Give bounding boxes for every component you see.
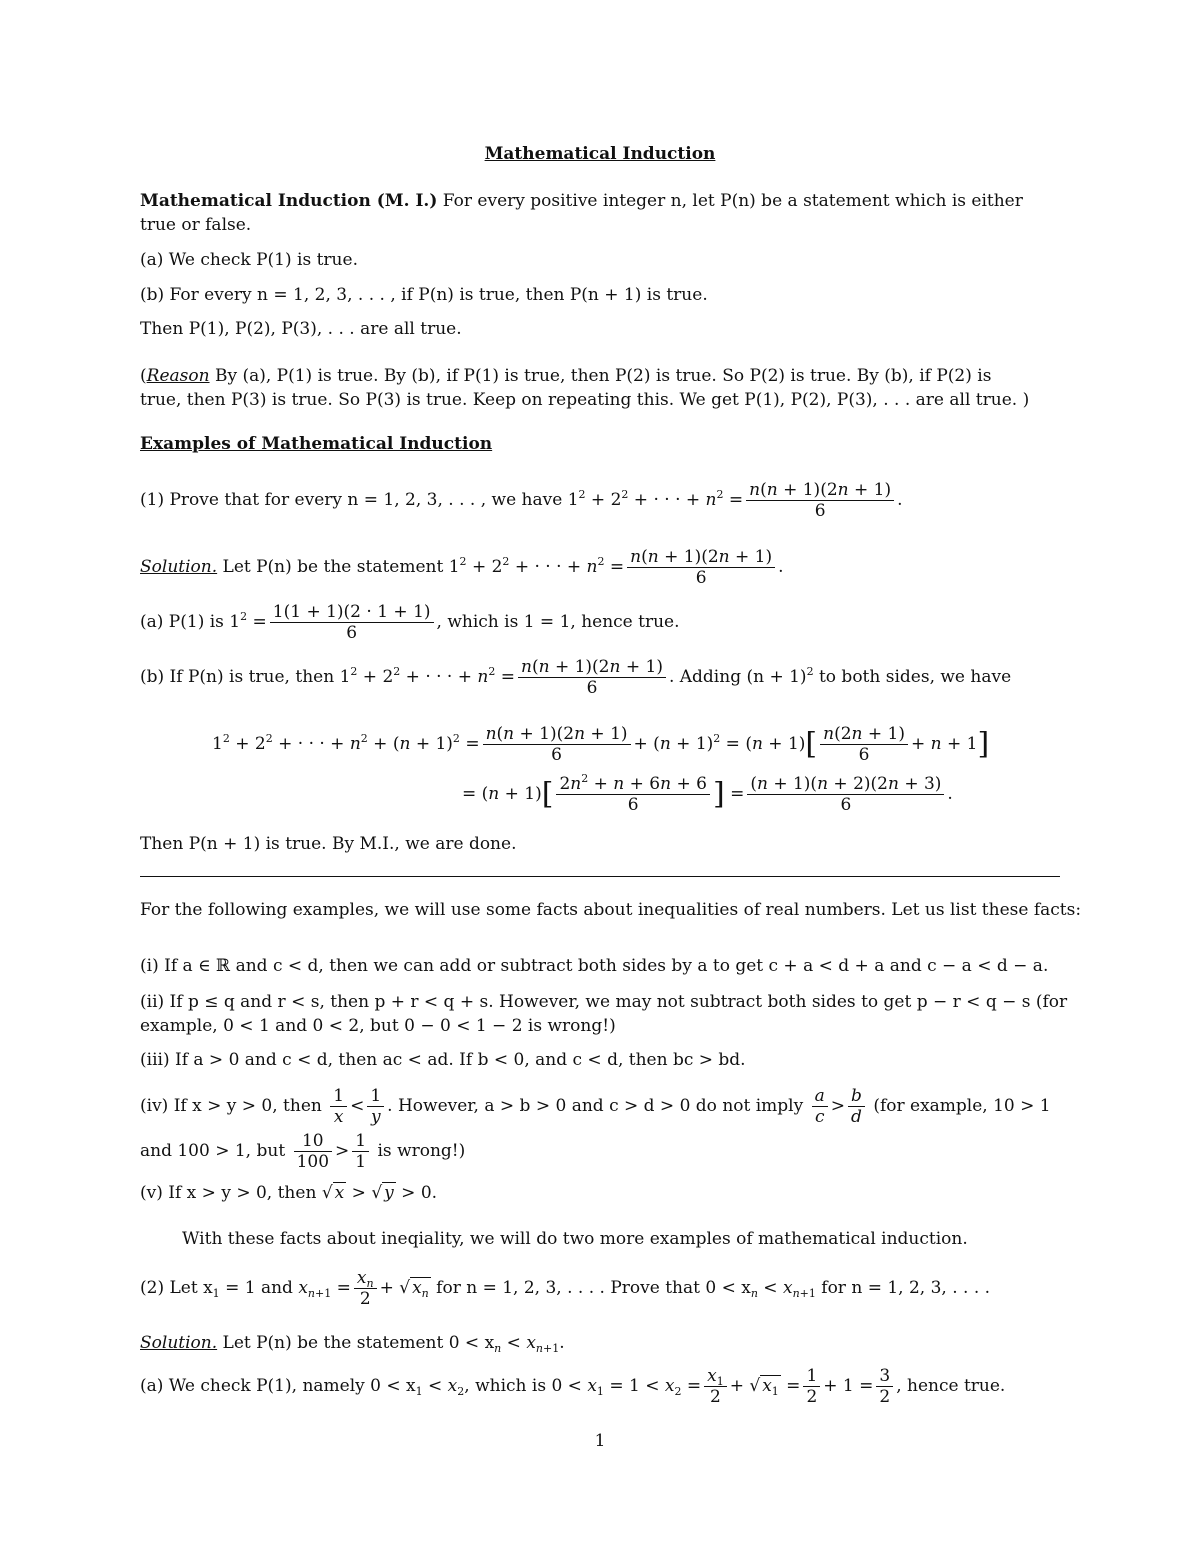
- ex1-a-fraction: $\frac{1(1 + 1)(2 \cdot 1 + 1)}{6}$: [270, 602, 434, 643]
- fact-i: (i) If a ∈ ℝ and c < d, then we can add or subtract both sides by a to get c + a < d + a and c − a < d − a.: [140, 956, 1049, 976]
- mi-label: Mathematical Induction (M. I.): [140, 191, 438, 211]
- mi-definition-line1: [140, 190, 1023, 212]
- fact-ii-line1: (ii) If p ≤ q and r < s, then p + r < q + s. However, we may not subtract both sides to get p − r < q − s (for: [140, 992, 1068, 1012]
- ex1-statement: (1) Prove that for every n = 1, 2, 3, . . . , we have $1^2 + 2^2$ + · · · + $n^2$ = $\frac{n(n + 1)(2n + 1)}{6}$ .: [140, 480, 903, 521]
- solution-fraction: $\frac{n(n + 1)(2n + 1)}{6}$: [627, 547, 775, 588]
- fact-v-text-b: > 0.: [401, 1183, 438, 1203]
- horizontal-divider: [140, 876, 1060, 877]
- ex2-prefix: (2) Let x: [140, 1278, 213, 1298]
- ex1-b-suffix: . Adding (n + 1): [668, 667, 807, 687]
- mi-step-b: (b) For every n = 1, 2, 3, . . . , if P(n) is true, then P(n + 1) is true.: [140, 285, 708, 305]
- page-number: 1: [594, 1431, 606, 1451]
- ex2-solution: Solution. Let P(n) be the statement $0 < x_n < x_{n+1}$.: [140, 1333, 565, 1355]
- ex1-sum-formula: $1^2 + 2^2$ + · · · + $n^2$ =: [567, 488, 744, 510]
- fact-v-text-a: (v) If x > y > 0, then: [140, 1183, 317, 1203]
- facts-intro: For the following examples, we will use some facts about inequalities of real numbers. Let us list these facts:: [140, 900, 1082, 920]
- fact-iv-text-d: and 100 > 1, but: [140, 1141, 286, 1161]
- ex2-statement: (2) Let $x_1 = 1$ and $x_{n+1}$ = $\frac{x_n}{2}$ + √ $x_n$ for n = 1, 2, 3, . . . . Prove that $0 < x_n < x_{n+1}$ for n = 1, 2, 3, . . . .: [140, 1268, 991, 1309]
- fact-iv-text-b: . However, a > b > 0 and c > d > 0 do not imply: [387, 1096, 804, 1116]
- reason-text: By (a), P(1) is true. By (b), if P(1) is true, then P(2) is true. So P(2) is true. By (b), if P(2) is: [209, 366, 992, 386]
- transition-paragraph: With these facts about ineqiality, we will do two more examples of mathematical induction.: [182, 1229, 968, 1249]
- ex1-step-a: [140, 600, 680, 644]
- reason-line2: true, then P(3) is true. So P(3) is true. Keep on repeating this. We get P(1), P(2), P(3), . . . are all true. ): [140, 390, 1030, 410]
- ex1-prove-text: (1) Prove that for every n = 1, 2, 3, . . . , we have: [140, 490, 563, 510]
- ex1-a-prefix: (a) P(1) is: [140, 612, 224, 632]
- display-equation-line1: $1^2 + 2^2$ + · · · + $n^2 + (n + 1)^2$ = $\frac{n(n + 1)(2n + 1)}{6}$ + $(n + 1)^2 = (n + 1)$[ $\frac{n(2n + 1)}{6}$ + n + 1]: [212, 724, 990, 765]
- solution-formula: $1^2 + 2^2$ + · · · + $n^2$ =: [448, 555, 625, 577]
- ex2-step-a: (a) We check P(1), namely $0 < x_1 < x_2$, which is $0 < x_1 = 1 < x_2$ = $\frac{x_1}{2}$ + √ $x_1$ = $\frac{1}{2}$ + 1 = $\frac{3}{2}$ , hence true.: [140, 1366, 1006, 1407]
- ex1-fraction: $\frac{n(n + 1)(2n + 1)}{6}$: [746, 480, 894, 521]
- fact-iv-text-a: (iv) If x > y > 0, then: [140, 1096, 322, 1116]
- mi-then: Then P(1), P(2), P(3), . . . are all true.: [140, 319, 462, 339]
- reason-line1: (Reason By (a), P(1) is true. By (b), if P(1) is true, then P(2) is true. So P(2) is true. By (b), if P(2) is: [140, 366, 992, 386]
- ex1-b-suffix2: to both sides, we have: [813, 667, 1012, 687]
- ex1-a-formula: $1^2$ =: [229, 610, 267, 632]
- page-title: [140, 143, 1060, 165]
- ex2-end: for n = 1, 2, 3, . . . .: [821, 1278, 991, 1298]
- ex1-solution: Solution. Let P(n) be the statement $1^2 + 2^2$ + · · · + $n^2$ = $\frac{n(n + 1)(2n + 1)}{6}$ .: [140, 547, 784, 588]
- ex2-a-prefix: (a) We check P(1), namely 0 < x: [140, 1376, 416, 1396]
- solution-label: Solution.: [140, 557, 218, 577]
- ex1-conclusion: Then P(n + 1) is true. By M.I., we are done.: [140, 834, 517, 854]
- document-page: [140, 0, 1082, 1553]
- reason-label: Reason: [146, 366, 210, 386]
- solution-text: Let P(n) be the statement: [222, 557, 444, 577]
- ex1-b-fraction: $\frac{n(n + 1)(2n + 1)}{6}$: [518, 657, 666, 698]
- title-text: Mathematical Induction: [484, 144, 716, 164]
- ex2-solution-text: Let P(n) be the statement 0 < x: [222, 1333, 495, 1353]
- display-equation-line2: = (n + 1)[ $\frac{2n^2 + n + 6n + 6}{6}$ ] = $\frac{(n + 1)(n + 2)(2n + 3)}{6}$ .: [462, 772, 953, 815]
- ex1-a-suffix: , which is 1 = 1, hence true.: [436, 612, 680, 632]
- fact-ii-line2: example, 0 < 1 and 0 < 2, but 0 − 0 < 1 − 2 is wrong!): [140, 1016, 616, 1036]
- ex2-a-end: , hence true.: [896, 1376, 1006, 1396]
- fact-iv-text-c: (for example, 10 > 1: [873, 1096, 1051, 1116]
- ex1-b-prefix: (b) If P(n) is true, then: [140, 667, 335, 687]
- fact-iv-line2: and 100 > 1, but $\frac{10}{100}$ > $\frac{1}{1}$ is wrong!): [140, 1131, 466, 1172]
- examples-heading-text: Examples of Mathematical Induction: [140, 434, 493, 454]
- mi-text: For every positive integer n, let P(n) be a statement which is either: [442, 191, 1023, 211]
- ex2-mid: for n = 1, 2, 3, . . . . Prove that 0 < x: [436, 1278, 751, 1298]
- ex2-solution-label: Solution.: [140, 1333, 218, 1353]
- fact-v: (v) If x > y > 0, then √ x > √ y > 0.: [140, 1183, 438, 1203]
- fact-iv-line1: (iv) If x > y > 0, then $\frac{1}{x}$ < $\frac{1}{y}$ . However, a > b > 0 and c > d > 0 do not imply $\frac{a}{c}$ > $\frac{b}{d}$ (for example, 10 > 1: [140, 1086, 1051, 1127]
- fact-iii: (iii) If a > 0 and c < d, then ac < ad. If b < 0, and c < d, then bc > bd.: [140, 1050, 746, 1070]
- mi-step-a: (a) We check P(1) is true.: [140, 250, 358, 270]
- examples-heading: [140, 433, 492, 455]
- ex1-b-formula: $1^2 + 2^2$ + · · · + $n^2$ =: [339, 665, 515, 687]
- ex1-step-b: (b) If P(n) is true, then $1^2 + 2^2$ + · · · + $n^2$ = $\frac{n(n + 1)(2n + 1)}{6}$ . Adding $(n + 1)^2$ to both sides, we have: [140, 657, 1012, 698]
- fact-iv-text-e: is wrong!): [377, 1141, 466, 1161]
- mi-definition-line2: true or false.: [140, 215, 252, 235]
